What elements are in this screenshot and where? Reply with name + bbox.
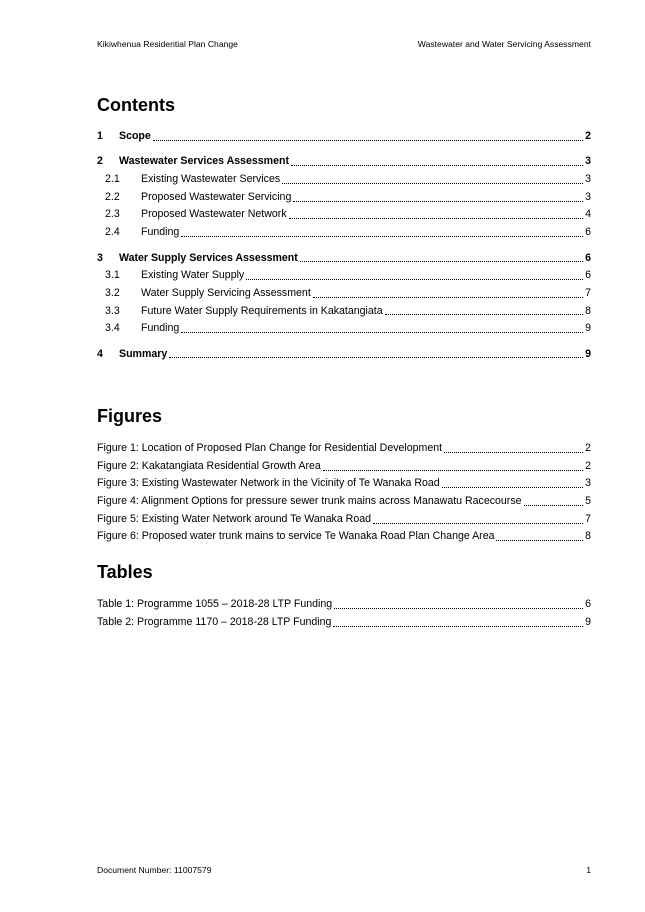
toc-number: 3.4 <box>105 322 120 335</box>
dot-leader <box>300 252 583 264</box>
tables-list <box>97 596 591 631</box>
dot-leader <box>246 270 583 282</box>
table-title: Table 1: Programme 1055 – 2018-28 LTP Funding <box>97 598 333 610</box>
dot-leader <box>333 617 583 629</box>
toc-page: 6 <box>585 251 591 264</box>
figure-title: Figure 4: Alignment Options for pressure sewer trunk mains across Manawatu Racecourse <box>97 495 522 508</box>
toc-entry-1[interactable] <box>97 128 591 146</box>
header-document-title: Kikiwhenua Residential Plan Change <box>97 39 238 49</box>
dot-leader <box>373 514 583 526</box>
toc-entry-4[interactable] <box>97 346 591 364</box>
figures-list <box>97 440 591 546</box>
toc-entry-2-4[interactable] <box>97 224 591 242</box>
toc-page: 7 <box>585 286 591 299</box>
dot-leader <box>524 496 584 508</box>
document-number: Document Number: 11007579 <box>97 865 212 875</box>
figure-page: 8 <box>585 530 591 543</box>
toc-entry-3-4[interactable] <box>97 320 591 338</box>
toc-number: 4 <box>97 347 103 360</box>
tables-heading: Tables <box>97 562 153 582</box>
toc-entry-2-1[interactable] <box>97 171 591 189</box>
toc-page: 3 <box>585 190 591 203</box>
toc-number: 2.4 <box>105 226 120 239</box>
figure-entry-3[interactable] <box>97 475 591 493</box>
toc-title: Proposed Wastewater Servicing <box>141 190 292 203</box>
contents-list <box>97 128 591 363</box>
toc-page: 3 <box>585 173 591 186</box>
table-page: 9 <box>585 615 591 628</box>
figure-entry-5[interactable] <box>97 511 591 529</box>
toc-title: Summary <box>119 347 168 360</box>
toc-number: 3.1 <box>105 269 120 282</box>
toc-entry-2-2[interactable] <box>97 189 591 207</box>
toc-entry-3-1[interactable] <box>97 267 591 285</box>
table-entry-2[interactable] <box>97 614 591 632</box>
toc-title: Wastewater Services Assessment <box>119 155 289 168</box>
dot-leader <box>385 305 583 317</box>
toc-title: Funding <box>141 226 180 239</box>
figure-title: Figure 2: Kakatangiata Residential Growth Area <box>97 459 321 472</box>
toc-number: 2 <box>97 155 103 168</box>
toc-title: Future Water Supply Requirements in Kakatangiata <box>141 304 383 317</box>
toc-title: Water Supply Servicing Assessment <box>141 286 311 299</box>
toc-entry-2[interactable] <box>97 153 591 171</box>
table-page: 6 <box>585 598 591 610</box>
contents-heading: Contents <box>97 95 175 115</box>
figure-page: 5 <box>585 495 591 508</box>
toc-entry-3[interactable] <box>97 250 591 268</box>
toc-number: 3.2 <box>105 286 120 299</box>
figure-entry-4[interactable] <box>97 493 591 511</box>
page-header <box>97 38 591 50</box>
page-number: 1 <box>586 865 591 875</box>
toc-number: 2.3 <box>105 208 120 221</box>
toc-title: Scope <box>119 130 151 142</box>
toc-number: 2.2 <box>105 190 120 203</box>
toc-title: Water Supply Services Assessment <box>119 251 298 264</box>
dot-leader <box>442 478 583 490</box>
toc-title: Existing Water Supply <box>141 269 245 282</box>
dot-leader <box>323 461 583 473</box>
toc-page: 2 <box>585 130 591 142</box>
dot-leader <box>282 174 583 186</box>
figure-page: 3 <box>585 477 591 490</box>
dot-leader <box>181 227 583 239</box>
dot-leader <box>181 323 583 335</box>
figure-page: 7 <box>585 512 591 525</box>
dot-leader <box>291 156 583 168</box>
dot-leader <box>293 192 583 204</box>
figure-title: Figure 6: Proposed water trunk mains to service Te Wanaka Road Plan Change Area <box>97 530 495 543</box>
figures-heading: Figures <box>97 406 163 426</box>
toc-page: 6 <box>585 226 591 239</box>
figure-entry-2[interactable] <box>97 458 591 476</box>
table-title: Table 2: Programme 1170 – 2018-28 LTP Funding <box>97 615 332 628</box>
dot-leader <box>289 209 583 221</box>
table-entry-1[interactable] <box>97 596 591 614</box>
dot-leader <box>313 288 583 300</box>
figure-title: Figure 1: Location of Proposed Plan Change for Residential Development <box>97 442 443 454</box>
dot-leader <box>169 348 583 360</box>
toc-entry-3-2[interactable] <box>97 285 591 303</box>
toc-entry-2-3[interactable] <box>97 206 591 224</box>
toc-title: Proposed Wastewater Network <box>141 208 287 221</box>
dot-leader <box>444 443 583 455</box>
toc-entry-3-3[interactable] <box>97 303 591 321</box>
toc-number: 2.1 <box>105 173 120 186</box>
dot-leader <box>334 599 583 611</box>
figure-entry-1[interactable] <box>97 440 591 458</box>
toc-number: 1 <box>97 130 103 142</box>
figure-page: 2 <box>585 459 591 472</box>
figure-title: Figure 5: Existing Water Network around Te Wanaka Road <box>97 512 371 525</box>
toc-number: 3.3 <box>105 304 120 317</box>
dot-leader <box>496 531 583 543</box>
toc-title: Existing Wastewater Services <box>141 173 281 186</box>
page-footer <box>97 864 591 876</box>
toc-number: 3 <box>97 251 103 264</box>
toc-page: 4 <box>585 208 591 221</box>
toc-page: 8 <box>585 304 591 317</box>
figure-entry-6[interactable] <box>97 528 591 546</box>
header-report-title: Wastewater and Water Servicing Assessment <box>417 39 591 49</box>
toc-page: 9 <box>585 322 591 335</box>
toc-title: Funding <box>141 322 180 335</box>
dot-leader <box>153 131 583 143</box>
figure-page: 2 <box>585 442 591 454</box>
toc-page: 3 <box>585 155 591 168</box>
toc-page: 9 <box>585 347 591 360</box>
toc-page: 6 <box>585 269 591 282</box>
figure-title: Figure 3: Existing Wastewater Network in the Vicinity of Te Wanaka Road <box>97 477 440 490</box>
